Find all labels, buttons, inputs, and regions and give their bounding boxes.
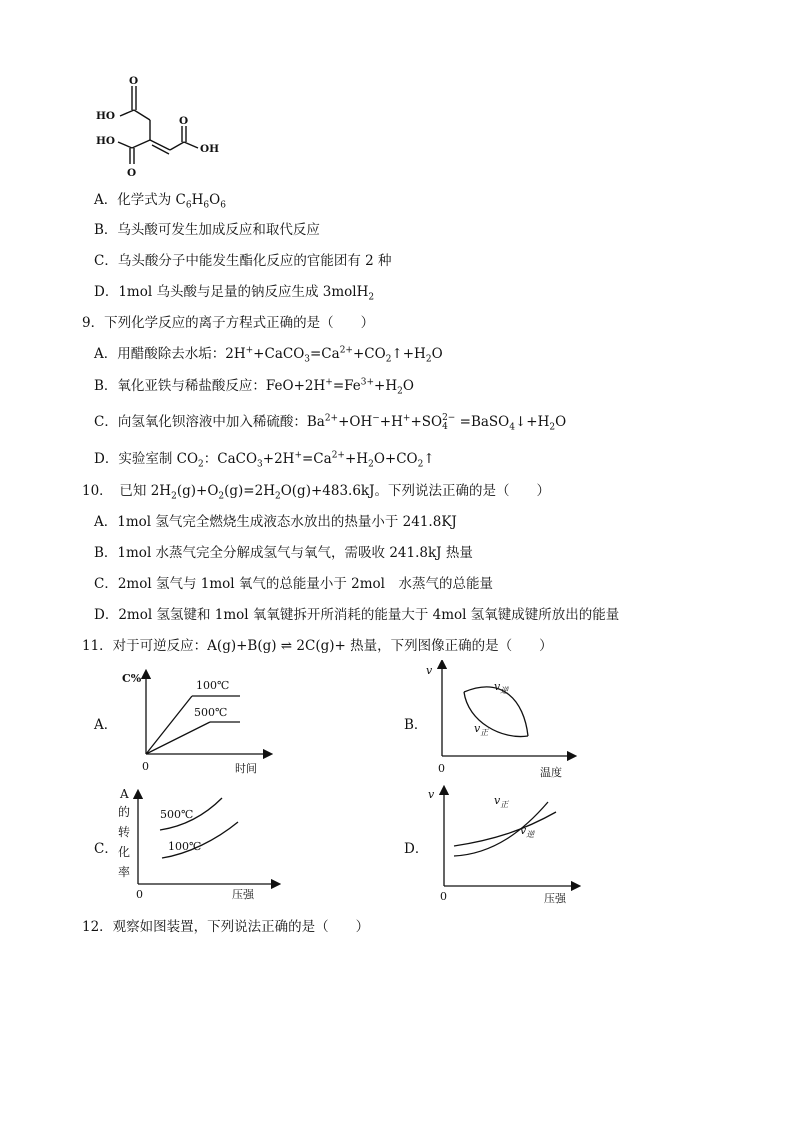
graph-d-xlabel: 压强 [544,892,566,905]
graph-d-label-reverse: $v_逆$ [520,824,535,839]
graph-a-curve-500 [146,722,210,754]
graph-c-ylabel-4: 化 [118,845,131,859]
graph-c-ylabel-3: 转 [118,825,131,839]
graph-a-label-100: 100℃ [196,679,230,692]
graph-c-ylabel-1: A [120,787,129,801]
graph-b [422,660,582,782]
structure-ho-left: HO [96,135,116,147]
graph-b-ylabel: v [426,664,433,677]
structure-oh-right: OH [200,143,220,155]
graph-c-label-500: 500℃ [160,808,194,821]
q8-option-c: C．乌头酸分子中能发生酯化反应的官能团有 2 种 [94,253,392,269]
q11-stem: 11．对于可逆反应：A(g)+B(g) ⇌ 2C(g)+ 热量，下列图像正确的是（ ） [82,638,553,654]
q12-stem: 12．观察如图装置，下列说法正确的是（ ） [82,919,370,935]
q9-option-b: B．氧化亚铁与稀盐酸反应：$FeO+2H^+=Fe^{3+}+H_2O$ [94,377,414,397]
graph-a [118,662,278,780]
graph-b-label-forward: $v_正$ [474,722,489,737]
structure-o-bottom: O [127,167,137,179]
graph-b-xlabel: 温度 [540,766,562,779]
q10-option-b: B．1mol 水蒸气完全分解成氢气与氧气，需吸收 241.8kJ 热量 [94,545,473,561]
q10-stem: 10． 已知 $2H_2(g)+O_2(g)=2H_2O(g)+483.6kJ$。下列说法正确的是（ ） [82,483,551,502]
structure-o-right: O [179,115,189,127]
q9-stem: 9．下列化学反应的离子方程式正确的是（ ） [82,315,375,331]
graph-c-origin: 0 [136,888,143,901]
graph-d-label-forward: $v_正$ [494,794,509,809]
graph-c-label-100: 100℃ [168,840,202,853]
graph-c-ylabel-2: 的 [118,805,131,819]
q9-option-d: D．实验室制 $CO_2$：$CaCO_3+2H^+=Ca^{2+}+H_2O+CO_2↑$ [94,450,435,470]
structure-ho-top: HO [96,110,116,122]
q8-option-d: D．1mol 乌头酸与足量的钠反应生成 3molH$_2$ [94,284,375,303]
q8-option-b: B．乌头酸可发生加成反应和取代反应 [94,222,320,238]
graph-d-curve-forward [454,802,548,856]
q10-option-a: A．1mol 氢气完全燃烧生成液态水放出的热量小于 241.8KJ [94,514,457,530]
graph-a-ylabel: C% [122,672,142,685]
q10-option-d: D．2mol 氢氢键和 1mol 氧氧键拆开所消耗的能量大于 4mol 氢氧键成键所放出的能量 [94,607,620,623]
graph-b-label-reverse: $v_逆$ [494,680,509,695]
graph-c-ylabel-5: 率 [118,865,131,879]
q9-option-a: A．用醋酸除去水垢：$2H^++CaCO_3=Ca^{2+}+CO_2↑+H_2O$ [94,345,443,365]
q10-option-c: C．2mol 氢气与 1mol 氧气的总能量小于 2mol 水蒸气的总能量 [94,576,494,592]
q11-option-a-label: A． [94,717,118,733]
graph-a-curve-100 [146,696,192,754]
graph-d-origin: 0 [440,890,447,903]
graph-d-curve-reverse [454,812,556,846]
graph-c-xlabel: 压强 [232,888,254,901]
q11-option-c-label: C． [94,841,118,857]
graph-d-ylabel: v [428,788,435,801]
q11-option-d-label: D． [404,841,429,857]
graph-d [424,784,586,908]
q11-option-b-label: B． [404,717,428,733]
aconitic-acid-structure [88,72,228,180]
graph-b-origin: 0 [438,762,445,775]
q9-option-c: C．向氢氧化钡溶液中加入稀硫酸：$Ba^{2+}+OH^-+H^++SO$ 2− 4 $=BaSO_4↓+H_2O$ [94,412,567,433]
graph-a-label-500: 500℃ [194,706,228,719]
structure-o-top: O [129,75,139,87]
graph-a-xlabel: 时间 [235,762,257,775]
graph-c [116,784,286,906]
q8-option-a: A．化学式为 $C_6H_6O_6$ [94,192,226,211]
graph-a-origin: 0 [142,760,149,773]
